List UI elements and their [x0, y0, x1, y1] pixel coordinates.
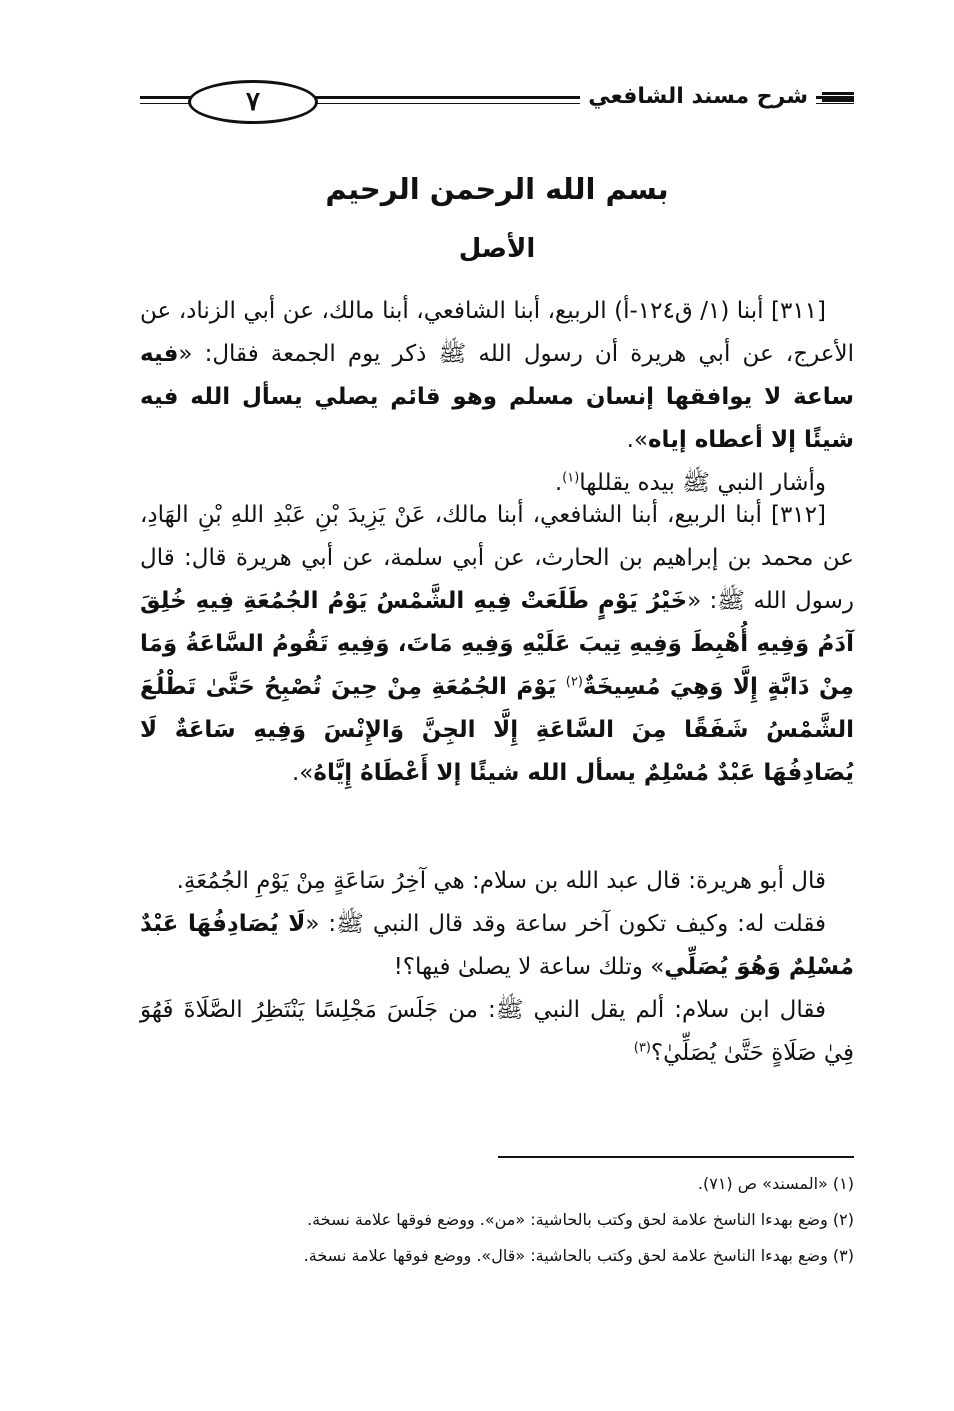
paragraph — [140, 989, 854, 1075]
footnotes — [140, 1166, 854, 1274]
section-heading: الأصل — [458, 234, 536, 264]
footnote-3: (٣) وضع بهدءا الناسخ علامة لحق وكتب بالحاشية: «قال». ووضع فوقها علامة نسخة. — [303, 1246, 854, 1265]
hadith-matn: فيه ساعة لا يوافقها إنسان مسلم وهو قائم يصلي يسأل الله فيه شيئًا إلا أعطاه إياه — [140, 341, 854, 453]
paragraph — [140, 903, 854, 989]
hadith-text: وأشار النبي ﷺ بيده يقللها — [579, 470, 826, 496]
hadith-text: » وتلك ساعة لا يصلىٰ فيها؟! — [393, 954, 665, 980]
hadith-text: فقال ابن سلام: ألم يقل النبي ﷺ: من جَلَسَ مَجْلِسًا يَنْتَظِرُ الصَّلَاةَ فَهُوَ فِيٰ صَلَاةٍ حَتَّىٰ يُصَلِّيٰ؟ — [140, 997, 854, 1066]
quote-close: ». — [626, 427, 648, 453]
hadith-312 — [140, 494, 854, 795]
footnote-ref[interactable]: (١) — [562, 470, 580, 486]
title-ornament — [822, 92, 854, 106]
page-number — [188, 80, 318, 124]
page-number-text: ٧ — [246, 87, 260, 117]
hadith-matn: لَا يُصَادِفُهَا عَبْدٌ مُسْلِمٌ وَهُوَ يُصَلِّي — [140, 911, 854, 980]
hadith-312-continued — [140, 860, 854, 1075]
page-header — [140, 70, 854, 130]
paragraph — [140, 494, 854, 795]
running-title: شرح مسند الشافعي — [580, 84, 816, 109]
basmala-heading: بسم الله الرحمن الرحيم — [325, 172, 669, 206]
paragraph — [140, 290, 854, 462]
paragraph: قال أبو هريرة: قال عبد الله بن سلام: هي آخِرُ سَاعَةٍ مِنْ يَوْمِ الجُمُعَةِ. — [176, 868, 826, 894]
hadith-text: فقلت له: وكيف تكون آخر ساعة وقد قال النبي ﷺ: « — [305, 911, 826, 937]
hadith-311 — [140, 290, 854, 505]
footnote-2: (٢) وضع بهدءا الناسخ علامة لحق وكتب بالحاشية: «من». ووضع فوقها علامة نسخة. — [307, 1210, 854, 1229]
footnote-1: (١) «المسند» ص (٧١). — [697, 1174, 854, 1193]
quote-close: ». — [291, 760, 314, 786]
footnote-ref[interactable]: (٢) — [565, 674, 583, 690]
footnote-ref[interactable]: (٣) — [633, 1040, 651, 1056]
footnote-separator — [498, 1156, 854, 1158]
hadith-matn: خَيْرُ يَوْمٍ طَلَعَتْ فِيهِ الشَّمْسُ يَوْمُ الجُمُعَةِ فِيهِ خُلِقَ آدَمُ وَفِيهِ أُهْبِطَ وَفِيهِ تِيبَ عَلَيْهِ وَفِيهِ مَاتَ، وَفِيهِ تَقُومُ السَّاعَةُ وَمَا مِنْ دَابَّةٍ إِلَّا وَهِيَ مُسِيخَةٌ — [140, 588, 854, 700]
hadith-text: [٣١٢] أبنا الربيع، أبنا الشافعي، أبنا مالك، عَنْ يَزِيدَ بْنِ عَبْدِ اللهِ بْنِ الهَادِ، عن محمد بن إبراهيم بن الحارث، عن أبي سلمة، عن أبي هريرة قال: قال رسول الله ﷺ: « — [140, 502, 854, 614]
hadith-matn: يَوْمَ الجُمُعَةِ مِنْ حِينَ تُصْبِحُ حَتَّىٰ تَطْلُعَ الشَّمْسُ شَفَقًا مِنَ السَّاعَةِ إِلَّا الجِنَّ وَالإِنْسَ وَفِيهِ سَاعَةٌ لَا يُصَادِفُهَا عَبْدٌ مُسْلِمٌ يسأل الله شيئًا إلا أَعْطَاهُ إِيَّاهُ — [140, 674, 854, 786]
hadith-text: [٣١١] أبنا (١/ ق١٢٤-أ) الربيع، أبنا الشافعي، أبنا مالك، عن أبي الزناد، عن الأعرج، عن أبي هريرة أن رسول الله ﷺ ذكر يوم الجمعة فقال: « — [140, 298, 854, 367]
punctuation: . — [554, 470, 563, 496]
